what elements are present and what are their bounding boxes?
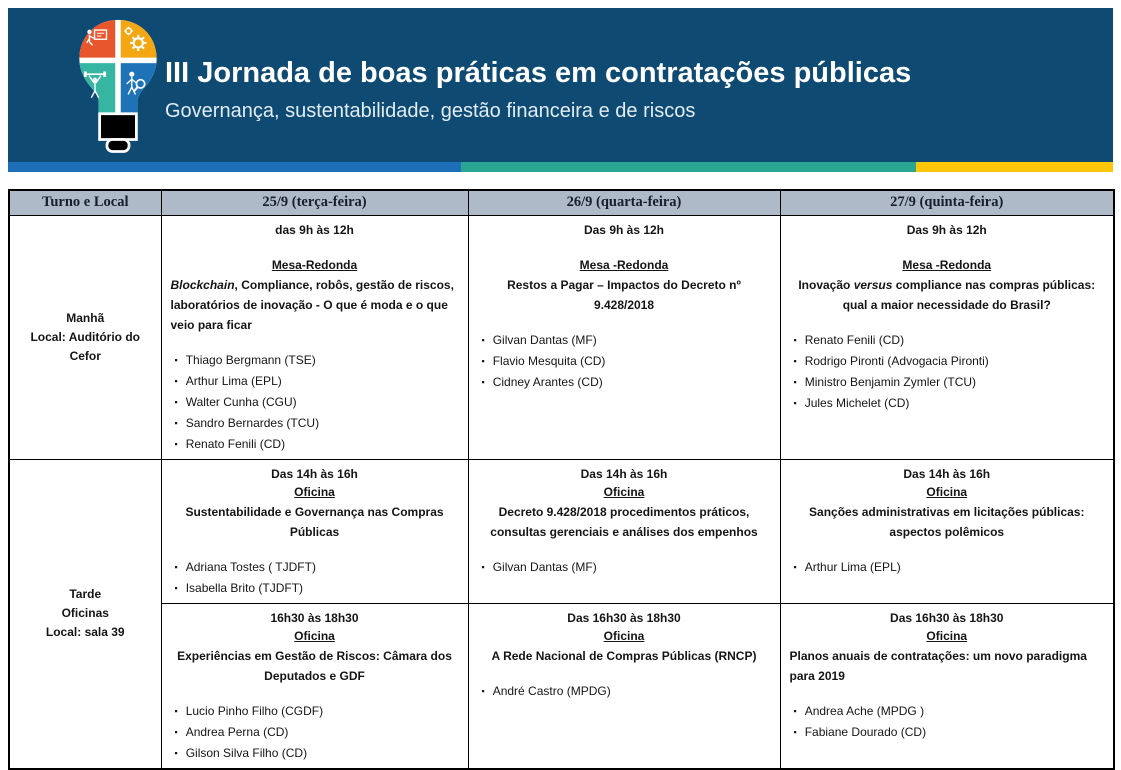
speaker: ▪ Sandro Bernardes (TCU) — [175, 413, 459, 434]
speaker: ▪ Andrea Ache (MPDG ) — [794, 701, 1105, 722]
banner-text — [8, 56, 911, 123]
speaker: ▪ André Castro (MPDG) — [482, 681, 771, 702]
header-row — [9, 190, 1114, 215]
session-time: Das 14h às 16h — [271, 466, 358, 481]
stripe-segment-teal — [461, 162, 916, 172]
session-type: Oficina — [603, 628, 645, 643]
session-time: Das 16h30 às 18h30 — [567, 610, 681, 625]
session-time: das 9h às 12h — [275, 222, 354, 237]
session-title — [790, 275, 1105, 315]
speaker: ▪ Arthur Lima (EPL) — [175, 371, 459, 392]
schedule-cell-morning-27-9 — [780, 215, 1114, 459]
session-title — [478, 502, 771, 542]
schedule-cell-morning-26-9 — [468, 215, 780, 459]
event-banner — [8, 8, 1113, 162]
session-title — [478, 275, 771, 315]
speaker: ▪ Ministro Benjamin Zymler (TCU) — [794, 372, 1105, 393]
session-title-part: , Compliance, robôs, gestão de riscos, laboratórios de inovação - O que é moda e o que veio para ficar — [170, 277, 454, 332]
day-header-25-9: 25/9 (terça-feira) — [161, 190, 468, 215]
accent-stripe — [8, 162, 1113, 172]
session-title-part: Decreto 9.428/2018 procedimentos práticos, consultas gerenciais e análises dos empenhos — [490, 504, 758, 539]
schedule-cell-early-26-9 — [468, 459, 780, 603]
session-time: Das 14h às 16h — [580, 466, 668, 481]
session-type: Oficina — [603, 484, 645, 499]
morning-row — [9, 215, 1114, 459]
session-type: Oficina — [926, 628, 968, 643]
session-time: Das 16h30 às 18h30 — [890, 610, 1004, 625]
afternoon-late-row — [9, 603, 1114, 769]
speaker: ▪ Jules Michelet (CD) — [794, 393, 1105, 414]
session-title-italic-part: versus — [853, 277, 893, 292]
label-line: Local: Auditório do Cefor — [30, 329, 141, 363]
speaker: ▪ Adriana Tostes ( TJDFT) — [175, 557, 459, 578]
session-title — [171, 275, 459, 335]
label-line: Manhã — [66, 310, 105, 325]
session-title — [790, 502, 1105, 542]
speaker: ▪ Renato Fenili (CD) — [175, 434, 459, 455]
session-title-part: Sustentabilidade e Governança nas Compras Públicas — [185, 504, 444, 539]
session-type: Oficina — [294, 628, 335, 643]
speaker-list — [478, 557, 771, 578]
schedule-table — [8, 189, 1115, 770]
session-title-part: A Rede Nacional de Compras Públicas (RNCP) — [491, 648, 757, 663]
session-title-part: Sanções administrativas em licitações públicas: aspectos polêmicos — [809, 504, 1085, 539]
label-line: Local: sala 39 — [45, 625, 125, 639]
session-title-italic-part: Blockchain — [170, 277, 235, 292]
spacer — [478, 239, 771, 256]
session-time: 16h30 às 18h30 — [270, 610, 359, 625]
session-title — [171, 502, 459, 542]
speaker: ▪ Fabiane Dourado (CD) — [794, 722, 1105, 743]
session-title-part: Inovação — [798, 277, 854, 292]
speaker-list — [790, 330, 1105, 414]
corner-header: Turno e Local — [9, 190, 161, 215]
schedule-cell-early-25-9 — [161, 459, 468, 603]
speaker: ▪ Flavio Mesquita (CD) — [482, 351, 771, 372]
stripe-segment-yellow — [916, 162, 1113, 172]
event-subtitle: Governança, sustentabilidade, gestão financeira e de riscos — [165, 99, 696, 122]
session-type: Mesa -Redonda — [902, 257, 992, 272]
afternoon-early-row — [9, 459, 1114, 603]
stripe-segment-blue — [8, 162, 461, 172]
speaker: ▪ Lucio Pinho Filho (CGDF) — [175, 701, 459, 722]
session-title — [478, 646, 771, 666]
schedule-cell-early-27-9 — [780, 459, 1114, 603]
afternoon-label — [9, 459, 161, 769]
day-header-27-9: 27/9 (quinta-feira) — [780, 190, 1114, 215]
session-title-part: Planos anuais de contratações: um novo paradigma para 2019 — [789, 648, 1087, 683]
speaker: ▪ Cidney Arantes (CD) — [482, 372, 771, 393]
session-type: Oficina — [926, 484, 968, 499]
session-title-part: Experiências em Gestão de Riscos: Câmara dos Deputados e GDF — [177, 648, 452, 683]
spacer — [171, 239, 459, 256]
speaker: ▪ Renato Fenili (CD) — [794, 330, 1105, 351]
session-type: Mesa-Redonda — [271, 257, 358, 272]
speaker: ▪ Andrea Perna (CD) — [175, 722, 459, 743]
speaker: ▪ Gilvan Dantas (MF) — [482, 330, 771, 351]
speaker-list — [171, 350, 459, 455]
morning-label — [9, 215, 161, 459]
label-line: Tarde — [69, 587, 102, 601]
event-title: III Jornada de boas práticas em contratações públicas — [165, 56, 912, 89]
session-time: Das 14h às 16h — [903, 466, 991, 481]
speaker: ▪ Isabella Brito (TJDFT) — [175, 578, 459, 599]
session-time: Das 9h às 12h — [583, 222, 665, 237]
session-title-part: compliance nas compras públicas: qual a maior necessidade do Brasil? — [842, 277, 1096, 312]
speaker: ▪ Gilson Silva Filho (CD) — [175, 743, 459, 764]
session-title-part: Restos a Pagar – Impactos do Decreto nº 9.428/2018 — [507, 277, 741, 312]
spacer — [790, 239, 1105, 256]
speaker: ▪ Walter Cunha (CGU) — [175, 392, 459, 413]
schedule-table-wrap — [8, 189, 1113, 770]
session-title — [171, 646, 459, 686]
label-line: Oficinas — [61, 606, 109, 620]
schedule-cell-morning-25-9 — [161, 215, 468, 459]
session-type: Mesa -Redonda — [579, 257, 669, 272]
schedule-cell-late-26-9 — [468, 603, 780, 769]
speaker-list — [171, 701, 459, 764]
speaker: ▪ Gilvan Dantas (MF) — [482, 557, 771, 578]
schedule-cell-late-27-9 — [780, 603, 1114, 769]
session-title — [790, 646, 1105, 686]
speaker-list — [171, 557, 459, 599]
speaker: ▪ Thiago Bergmann (TSE) — [175, 350, 459, 371]
session-type: Oficina — [294, 484, 335, 499]
speaker-list — [478, 681, 771, 702]
schedule-cell-late-25-9 — [161, 603, 468, 769]
speaker-list — [790, 557, 1105, 578]
speaker: ▪ Rodrigo Pironti (Advogacia Pironti) — [794, 351, 1105, 372]
session-time: Das 9h às 12h — [906, 222, 987, 237]
day-header-26-9: 26/9 (quarta-feira) — [468, 190, 780, 215]
speaker: ▪ Arthur Lima (EPL) — [794, 557, 1105, 578]
speaker-list — [478, 330, 771, 393]
